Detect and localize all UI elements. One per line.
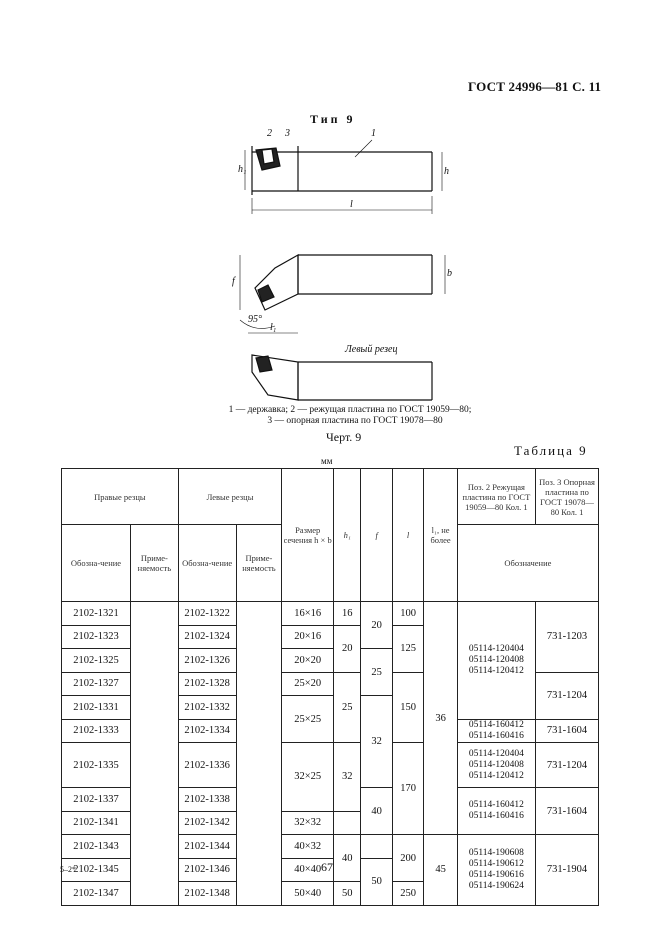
cell-f: 32: [361, 696, 392, 788]
cell-support: 731-1904: [535, 835, 598, 906]
header-right-designation: Обозна-чение: [62, 525, 131, 602]
cell-right: 2102-1347: [62, 882, 131, 906]
cell-size: 40×32: [282, 835, 334, 859]
figure-caption: [205, 405, 495, 427]
cell-f: 25: [361, 649, 392, 696]
cell-h1: 20: [334, 625, 361, 672]
cell-left: 2102-1326: [178, 649, 236, 673]
cell-l: 170: [392, 743, 423, 835]
cell-left: 2102-1324: [178, 625, 236, 649]
cell-right: 2102-1323: [62, 625, 131, 649]
header-left-designation: Обозна-чение: [178, 525, 236, 602]
cell-right: 2102-1331: [62, 696, 131, 720]
header-l1: l₁, не более: [424, 469, 457, 602]
cell-l1: 36: [424, 602, 457, 835]
cell-h1: 25: [334, 672, 361, 743]
cell-support: 731-1204: [535, 672, 598, 719]
dim-l1: l₁: [270, 322, 277, 333]
dim-b: b: [447, 268, 452, 279]
cell-right: 2102-1341: [62, 811, 131, 835]
cell-left-application: [236, 602, 282, 906]
header-f: f: [361, 469, 392, 602]
cell-l: 250: [392, 882, 423, 906]
cell-support: 731-1204: [535, 743, 598, 788]
cell-left: 2102-1348: [178, 882, 236, 906]
caption-line-1: 1 — державка; 2 — режущая пластина по ГОСТ 19059—80;: [228, 405, 472, 415]
cell-right: 2102-1327: [62, 672, 131, 696]
cell-right: 2102-1325: [62, 649, 131, 673]
callout-1: 1: [371, 128, 376, 139]
header-size: Размер сечения h × b: [282, 469, 334, 602]
cell-h1: 32: [334, 743, 361, 812]
header-h1: h₁: [334, 469, 361, 602]
cell-right: 2102-1337: [62, 788, 131, 812]
header-pos3: Поз. 3 Опорная пластина по ГОСТ 19078—80 Кол. 1: [535, 469, 598, 525]
cell-h1: 40: [334, 835, 361, 882]
header-left-application: Приме-няемость: [236, 525, 282, 602]
dim-h1: h₁: [238, 164, 247, 175]
cell-right: 2102-1333: [62, 719, 131, 743]
type-label: Тип 9: [310, 112, 356, 126]
cell-right: 2102-1335: [62, 743, 131, 788]
cell-size: 25×20: [282, 672, 334, 696]
left-cutter-label: Левый резец: [345, 344, 398, 355]
dim-l: l: [350, 199, 353, 210]
cell-l1: 45: [424, 835, 457, 906]
cell-left: 2102-1334: [178, 719, 236, 743]
dim-f: f: [232, 276, 235, 287]
cell-h1: 16: [334, 602, 361, 626]
unit-label: мм: [321, 456, 333, 466]
cell-insert: 05114-120404 05114-120408 05114-120412: [457, 602, 535, 720]
caption-line-2: 3 — опорная пластина по ГОСТ 19078—80: [267, 416, 443, 426]
cell-size: 32×25: [282, 743, 334, 812]
cell-size: 25×25: [282, 696, 334, 743]
cell-l: 125: [392, 625, 423, 672]
header-designation-sub: Обозначение: [457, 525, 598, 602]
cell-size: 16×16: [282, 602, 334, 626]
top-view: [245, 140, 442, 214]
cell-insert: 05114-190608 05114-190612 05114-190616 05114-190624: [457, 835, 535, 906]
callout-3: 3: [285, 128, 290, 139]
cell-support: 731-1203: [535, 602, 598, 673]
left-cutter-view: [252, 355, 432, 400]
cell-right-application: [131, 602, 179, 906]
cell-left: 2102-1346: [178, 858, 236, 882]
cell-left: 2102-1332: [178, 696, 236, 720]
cell-size: 20×16: [282, 625, 334, 649]
cell-support: 731-1604: [535, 788, 598, 835]
dim-angle: 95°: [248, 314, 262, 325]
header-pos2: Поз. 2 Режущая пластина по ГОСТ 19059—80 Кол. 1: [457, 469, 535, 525]
cell-left: 2102-1344: [178, 835, 236, 859]
footnote: 5–2*: [60, 865, 76, 874]
cell-right: 2102-1343: [62, 835, 131, 859]
cell-l: 150: [392, 672, 423, 743]
cell-left: 2102-1328: [178, 672, 236, 696]
cell-l: 200: [392, 835, 423, 882]
cell-left: 2102-1336: [178, 743, 236, 788]
cell-f: 40: [361, 788, 392, 835]
page-number: 67: [321, 860, 333, 874]
cell-size: 40×40: [282, 858, 334, 882]
cell-h1: [334, 811, 361, 835]
cell-size: 20×20: [282, 649, 334, 673]
cell-insert: 05114-120404 05114-120408 05114-120412: [457, 743, 535, 788]
cell-support: 731-1604: [535, 719, 598, 743]
header-right-application: Приме-няемость: [131, 525, 179, 602]
table-title: Таблица 9: [514, 443, 588, 458]
cell-f: 20: [361, 602, 392, 649]
page-header: ГОСТ 24996—81 С. 11: [468, 79, 602, 94]
cell-right: 2102-1321: [62, 602, 131, 626]
cell-f: 50: [361, 858, 392, 905]
header-l: l: [392, 469, 423, 602]
cell-l: 100: [392, 602, 423, 626]
cell-right: 2102-1345: [62, 858, 131, 882]
header-right-cutters: Правые резцы: [62, 469, 179, 525]
dim-h: h: [444, 166, 449, 177]
cell-size: 50×40: [282, 882, 334, 906]
cell-left: 2102-1322: [178, 602, 236, 626]
cell-insert: 05114-160412 05114-160416: [457, 719, 535, 743]
spec-table: [61, 468, 599, 906]
cell-insert: 05114-160412 05114-160416: [457, 788, 535, 835]
cell-left: 2102-1342: [178, 811, 236, 835]
callout-2: 2: [267, 128, 272, 139]
figure-label: Черт. 9: [326, 430, 362, 444]
cell-h1: 50: [334, 882, 361, 906]
header-left-cutters: Левые резцы: [178, 469, 282, 525]
cell-f: [361, 835, 392, 859]
cell-left: 2102-1338: [178, 788, 236, 812]
cell-size: 32×32: [282, 811, 334, 835]
